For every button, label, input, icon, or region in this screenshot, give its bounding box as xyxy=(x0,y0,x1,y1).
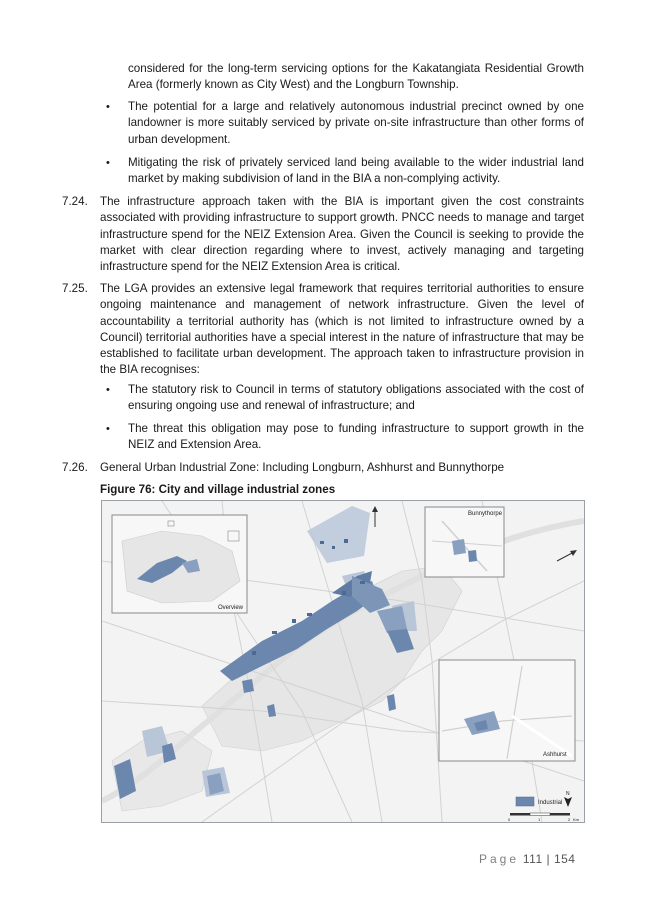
zone-light xyxy=(307,506,370,563)
section-paragraph: General Urban Industrial Zone: Including Longburn, Ashhurst and Bunnythorpe xyxy=(100,461,505,474)
bullet-marker: • xyxy=(106,101,110,113)
north-arrow-icon xyxy=(564,791,572,807)
bullet-marker: • xyxy=(106,157,110,169)
north-arrow-top-icon xyxy=(372,506,378,527)
bunnythorpe-inset xyxy=(425,507,504,577)
scale-label: Km xyxy=(573,817,579,822)
bullet-text: Mitigating the risk of privately serviced land being available to the wider industrial land market by making subdivision of land in the BIA a non-complying activity. xyxy=(128,156,584,186)
scale-label: 0 xyxy=(508,817,511,822)
bullet-text: The threat this obligation may pose to funding infrastructure to support growth in the NEIZ and Extension Area. xyxy=(128,422,584,452)
bullet-marker: • xyxy=(106,423,110,435)
section-paragraph: The LGA provides an extensive legal framework that requires territorial authorities to ensure ongoing maintenance and management of network infrastructure. Given the level of accountability a territorial authority has (which is not limited to infrastructure owned by a Council) territorial authorities have a special interest in the nature of infrastructure that may be established to facilitate urban development. The approach taken to infrastructure provision in the BIA recognises: xyxy=(100,282,584,377)
figure-title: Figure 76: City and village industrial zones xyxy=(100,483,336,496)
section-paragraph: The infrastructure approach taken with the BIA is important given the cost constraints associated with providing infrastructure to support growth. PNCC needs to manage and target infrastructure spend for the NEIZ Extension Area. Given the Council is seeking to provide the market with clear direction regarding where to invest, actively managing and targeting infrastructure spend for the NEIZ Extension Area is critical. xyxy=(100,195,584,274)
north-label: N xyxy=(566,791,570,797)
page-separator: | xyxy=(546,852,551,866)
legend-swatch-industrial xyxy=(516,797,534,806)
industrial-zone xyxy=(387,694,396,711)
map-graphic xyxy=(102,501,584,822)
section-number: 7.26. xyxy=(62,461,88,474)
scale-bar xyxy=(508,813,580,822)
ashhurst-label: Ashhurst xyxy=(543,752,567,758)
scale-label: 2 xyxy=(568,817,571,822)
bullet-marker: • xyxy=(106,384,110,396)
section-number: 7.24. xyxy=(62,195,88,208)
scale-label: 1 xyxy=(538,817,541,822)
bunnythorpe-label: Bunnythorpe xyxy=(468,511,503,517)
page-current: 111 xyxy=(522,852,543,866)
bullet-text: The statutory risk to Council in terms of statutory obligations associated with the cost of ensuring ongoing use and renewal of infrastructure; and xyxy=(128,383,584,413)
overview-label: Overview xyxy=(218,605,244,611)
bullet-text: The potential for a large and relatively autonomous industrial precinct owned by one landowner is more suitably serviced by private on-site infrastructure than other forms of urban development. xyxy=(128,100,584,146)
industrial-zones-map xyxy=(101,500,585,823)
legend-label-industrial: Industrial xyxy=(538,800,563,806)
section-number: 7.25. xyxy=(62,282,88,295)
arrow-east-icon xyxy=(557,550,577,561)
continuation-paragraph: considered for the long-term servicing options for the Kakatangiata Residential Growth Area (formerly known as City West) and the Longburn Township. xyxy=(128,62,584,92)
map-legend xyxy=(516,797,562,806)
industrial-zone xyxy=(242,679,254,693)
page-total: 154 xyxy=(553,852,576,866)
overview-inset xyxy=(112,515,247,613)
page-word: Page xyxy=(479,852,520,866)
ashhurst-inset xyxy=(439,660,575,761)
page-footer xyxy=(479,852,575,866)
